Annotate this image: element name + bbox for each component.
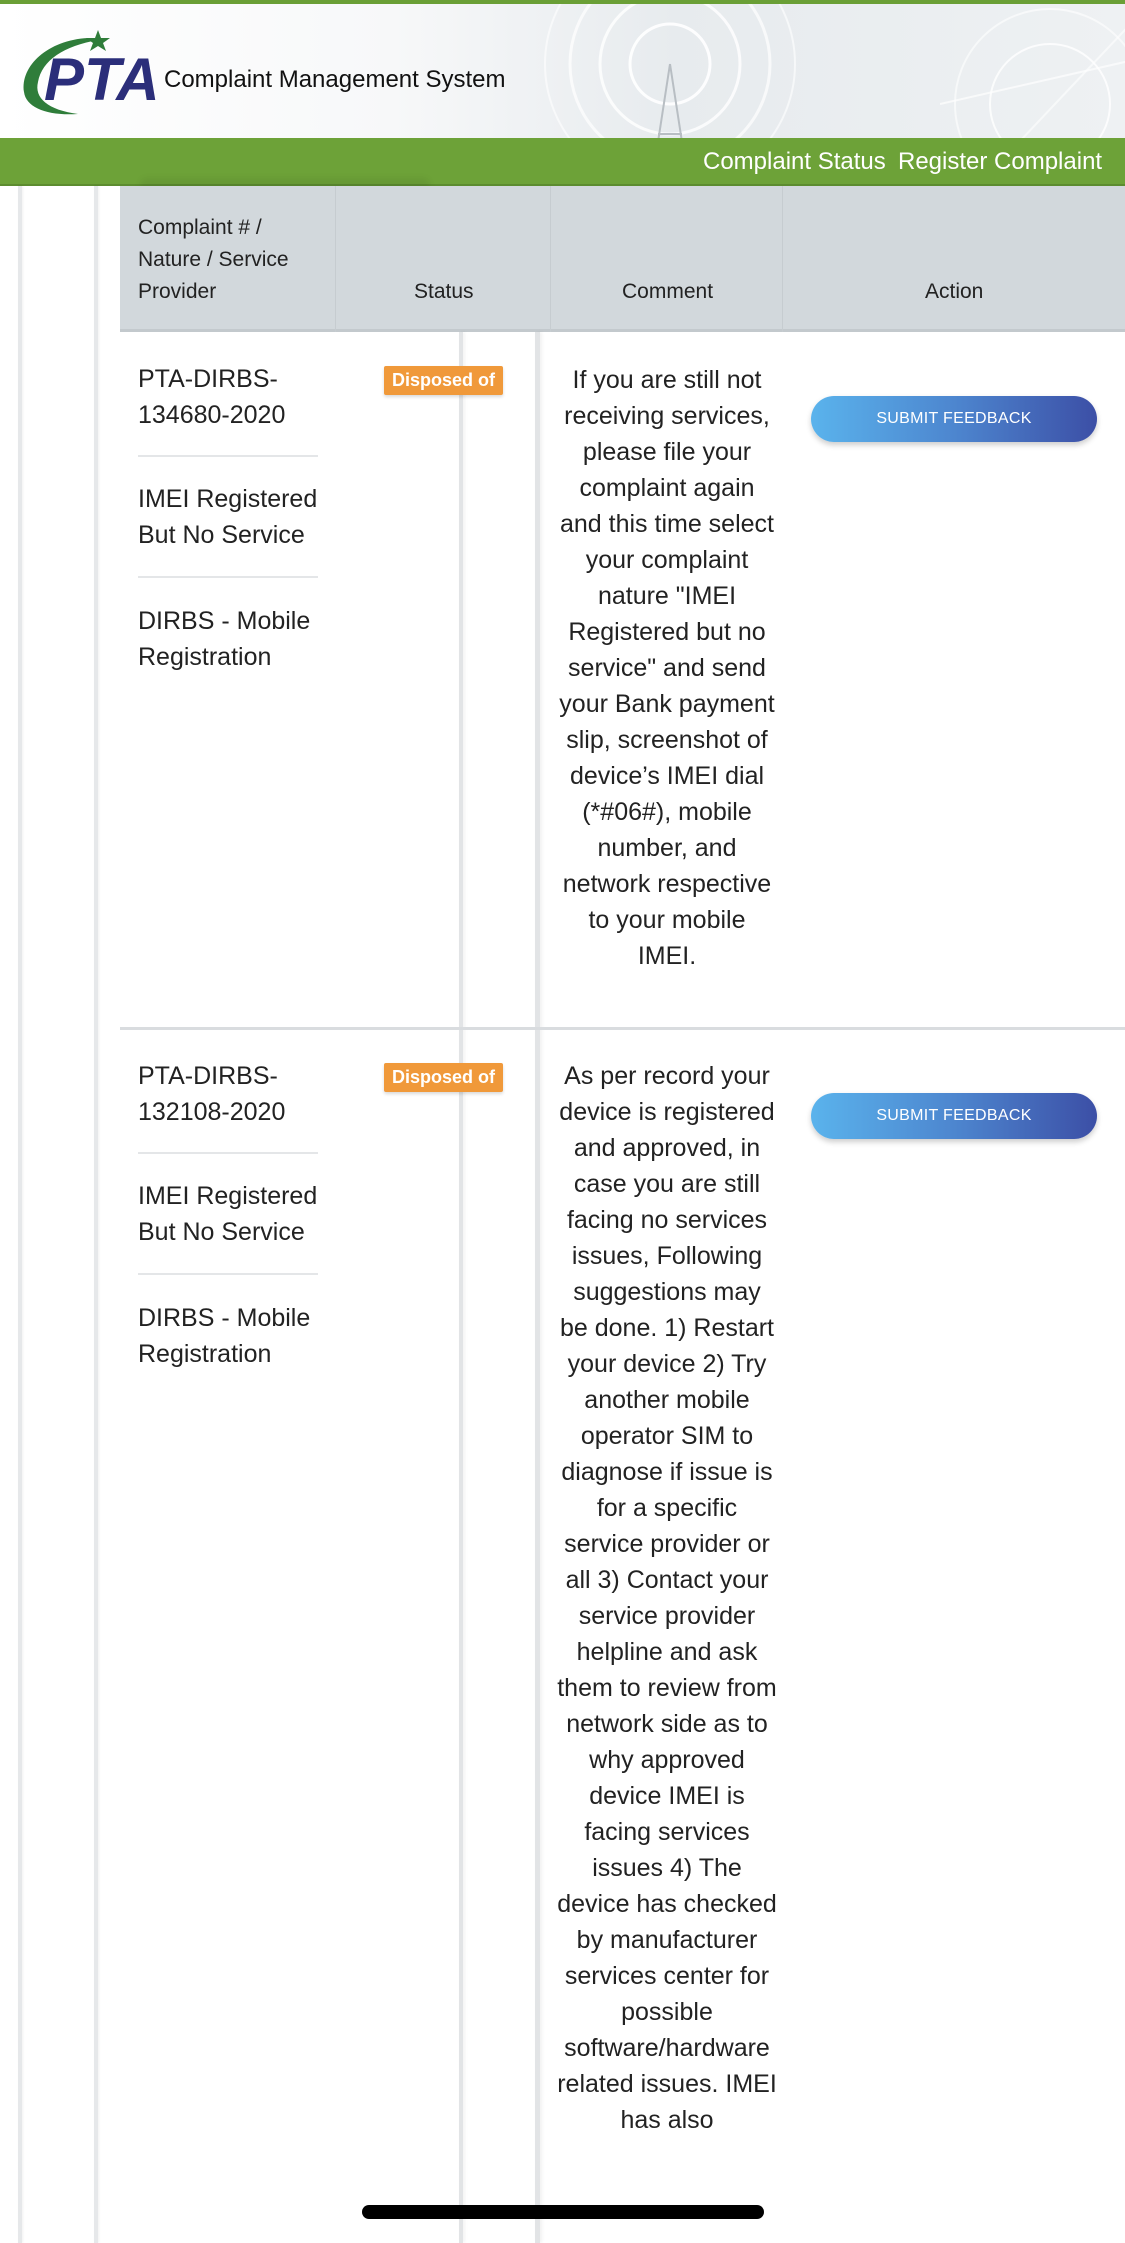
submit-feedback-button[interactable]: SUBMIT FEEDBACK: [811, 396, 1097, 442]
service-provider: DIRBS - Mobile Registration: [138, 607, 311, 671]
complaint-comment: As per record your device is registered and approved, in case you are still facing no services issues, Following suggestions may be done. 1) Restart your device 2) Try another mobile operator SIM to diagnose if issue is for a specific service provider or all 3) Contact your service provider helpline and ask them to review from network side as to why approved device IMEI is facing services issues 4) The device has checked by manufacturer services center for possible software/hardware related issues. IMEI has also: [557, 1062, 777, 2134]
cell-divider: [138, 1152, 318, 1154]
pta-logo[interactable]: [18, 26, 168, 122]
complaint-number: PTA-DIRBS-134680-2020: [138, 365, 286, 429]
table-header-row: [120, 186, 1125, 332]
header-separator: [550, 186, 551, 332]
header-comment: Comment: [622, 280, 714, 303]
header-separator: [335, 186, 336, 332]
complaint-nature: IMEI Registered But No Service: [138, 485, 318, 549]
pta-logo-text: PTA: [44, 46, 160, 113]
status-badge: Disposed of: [384, 366, 503, 395]
header-separator: [782, 186, 783, 332]
service-provider: DIRBS - Mobile Registration: [138, 1304, 311, 1368]
nav-register-complaint[interactable]: Register Complaint: [898, 148, 1103, 175]
site-title: Complaint Management System: [164, 66, 506, 93]
content-frame-left: [94, 186, 98, 2243]
comment-column-divider: [535, 332, 540, 2243]
site-header: [0, 4, 1125, 138]
complaint-nature: IMEI Registered But No Service: [138, 1182, 318, 1246]
tower-rings-decoration: [540, 4, 800, 138]
row-separator: [120, 1027, 1125, 1030]
cell-divider: [138, 576, 318, 578]
nav-complaint-status[interactable]: Complaint Status: [703, 148, 886, 175]
complaint-comment: If you are still not receiving services, please file your complaint again and this time select your complaint nature "IMEI Registered but no service" and send your Bank payment slip, screenshot of device’s IMEI dial (*#06#), mobile number, and network respective to your mobile IMEI.: [559, 366, 775, 970]
status-badge: Disposed of: [384, 1063, 503, 1092]
header-complaint: Complaint # / Nature / Service Provider: [138, 216, 289, 303]
complaint-number: PTA-DIRBS-132108-2020: [138, 1062, 286, 1126]
status-column-divider: [459, 332, 463, 2243]
header-action: Action: [925, 280, 984, 303]
header-status: Status: [414, 280, 474, 303]
cell-divider: [138, 1273, 318, 1275]
page-frame-left: [18, 186, 22, 2243]
submit-feedback-button[interactable]: SUBMIT FEEDBACK: [811, 1093, 1097, 1139]
home-indicator[interactable]: [362, 2205, 764, 2219]
cell-divider: [138, 455, 318, 457]
globe-decoration: [940, 4, 1125, 138]
